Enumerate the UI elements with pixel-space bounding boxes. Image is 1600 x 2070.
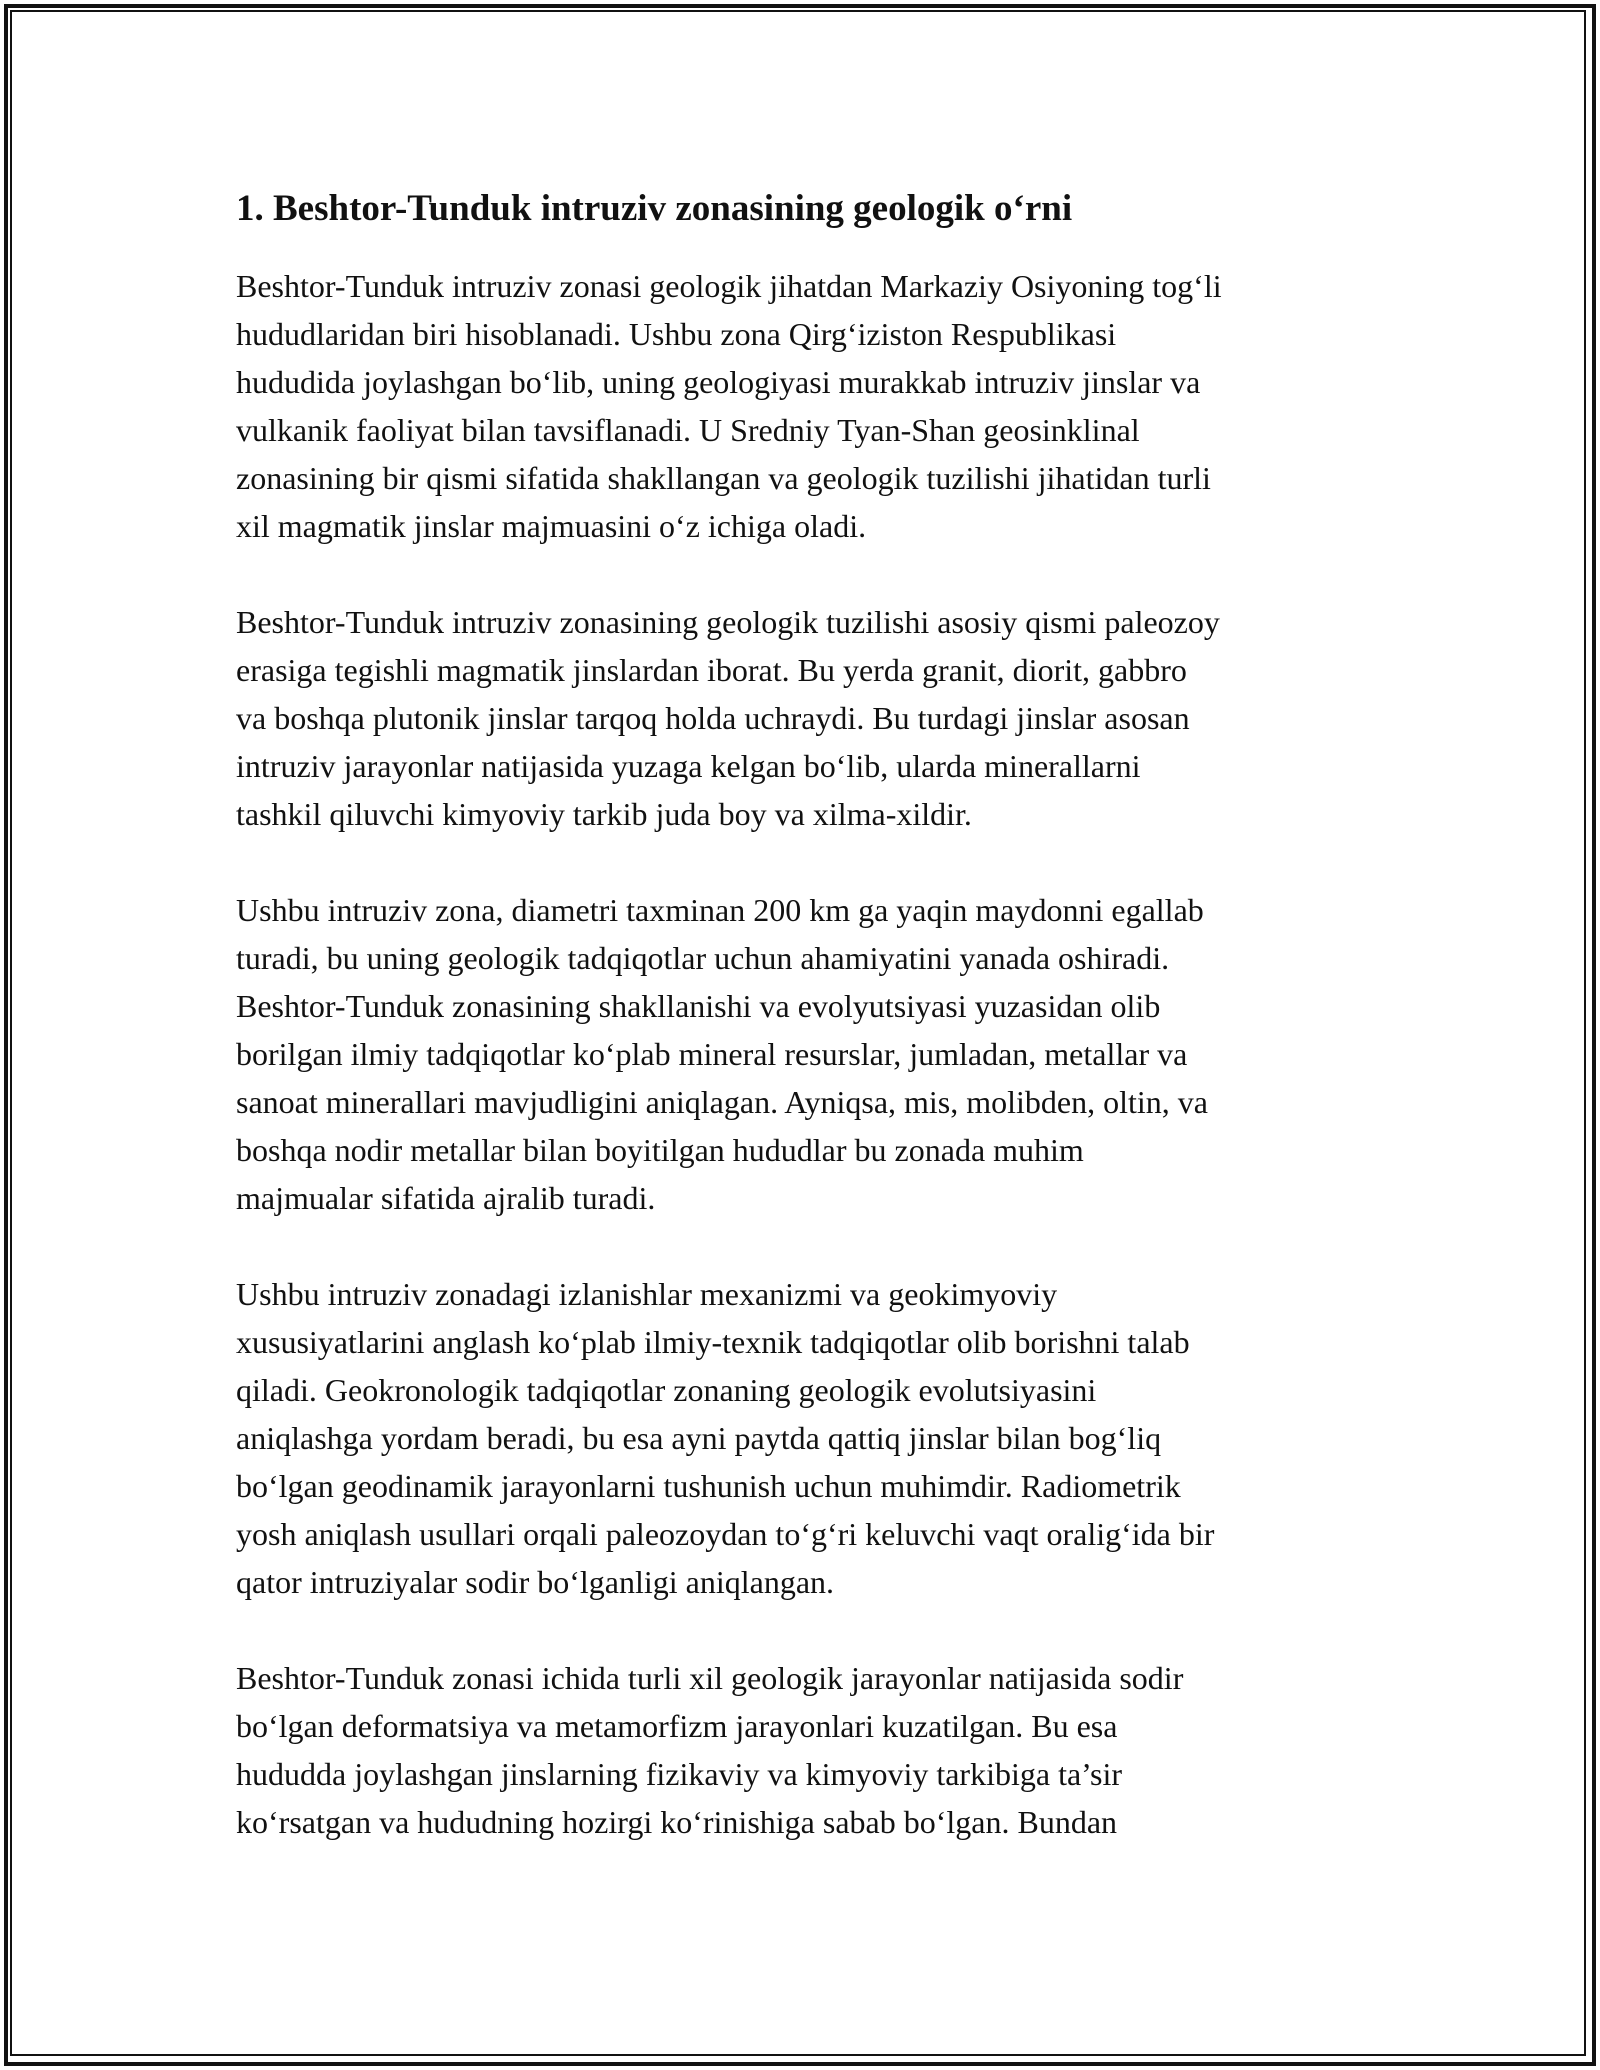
text-line: intruziv jarayonlar natijasida yuzaga kelgan bo‘lib, ularda minerallarni: [236, 748, 1141, 784]
section-heading: 1. Beshtor-Tunduk intruziv zonasining geologik o‘rni: [236, 188, 1073, 229]
text-line: tashkil qiluvchi kimyoviy tarkib juda boy va xilma-xildir.: [236, 796, 972, 832]
text-line: xususiyatlarini anglash ko‘plab ilmiy-texnik tadqiqotlar olib borishni talab: [236, 1324, 1190, 1360]
document-body: [236, 186, 1376, 1894]
paragraph-4: [236, 1270, 1376, 1606]
text-line: vulkanik faoliyat bilan tavsiflanadi. U Sredniy Tyan-Shan geosinklinal: [236, 412, 1140, 448]
paragraph-1: [236, 262, 1376, 550]
text-line: yosh aniqlash usullari orqali paleozoydan to‘g‘ri keluvchi vaqt oralig‘ida bir: [236, 1516, 1215, 1552]
text-line: erasiga tegishli magmatik jinslardan iborat. Bu yerda granit, diorit, gabbro: [236, 652, 1187, 688]
text-line: qiladi. Geokronologik tadqiqotlar zonaning geologik evolutsiyasini: [236, 1372, 1097, 1408]
text-line: sanoat minerallari mavjudligini aniqlagan. Ayniqsa, mis, molibden, oltin, va: [236, 1084, 1208, 1120]
text-line: Beshtor-Tunduk zonasi ichida turli xil geologik jarayonlar natijasida sodir: [236, 1660, 1184, 1696]
text-line: ko‘rsatgan va hududning hozirgi ko‘rinishiga sabab bo‘lgan. Bundan: [236, 1804, 1118, 1840]
text-line: Ushbu intruziv zonadagi izlanishlar mexanizmi va geokimyoviy: [236, 1276, 1058, 1312]
paragraph-2: [236, 598, 1376, 838]
text-line: Beshtor-Tunduk zonasining shakllanishi va evolyutsiyasi yuzasidan olib: [236, 988, 1161, 1024]
paragraph-5: [236, 1654, 1376, 1846]
text-line: hududlaridan biri hisoblanadi. Ushbu zona Qirg‘iziston Respublikasi: [236, 316, 1117, 352]
text-line: Beshtor-Tunduk intruziv zonasi geologik jihatdan Markaziy Osiyoning tog‘li: [236, 268, 1222, 304]
text-line: Ushbu intruziv zona, diametri taxminan 200 km ga yaqin maydonni egallab: [236, 892, 1204, 928]
text-line: hududda joylashgan jinslarning fizikaviy va kimyoviy tarkibiga ta’sir: [236, 1756, 1123, 1792]
text-line: qator intruziyalar sodir bo‘lganligi aniqlangan.: [236, 1564, 835, 1600]
text-line: va boshqa plutonik jinslar tarqoq holda uchraydi. Bu turdagi jinslar asosan: [236, 700, 1190, 736]
text-line: zonasining bir qismi sifatida shakllangan va geologik tuzilishi jihatidan turli: [236, 460, 1211, 496]
text-line: boshqa nodir metallar bilan boyitilgan hududlar bu zonada muhim: [236, 1132, 1084, 1168]
text-line: xil magmatik jinslar majmuasini o‘z ichiga oladi.: [236, 508, 867, 544]
text-line: turadi, bu uning geologik tadqiqotlar uchun ahamiyatini yanada oshiradi.: [236, 940, 1170, 976]
paragraph-3: [236, 886, 1376, 1222]
text-line: bo‘lgan geodinamik jarayonlarni tushunish uchun muhimdir. Radiometrik: [236, 1468, 1181, 1504]
text-line: majmualar sifatida ajralib turadi.: [236, 1180, 656, 1216]
text-line: bo‘lgan deformatsiya va metamorfizm jarayonlari kuzatilgan. Bu esa: [236, 1708, 1118, 1744]
text-line: Beshtor-Tunduk intruziv zonasining geologik tuzilishi asosiy qismi paleozoy: [236, 604, 1220, 640]
text-line: borilgan ilmiy tadqiqotlar ko‘plab mineral resurslar, jumladan, metallar va: [236, 1036, 1188, 1072]
text-line: hududida joylashgan bo‘lib, uning geologiyasi murakkab intruziv jinslar va: [236, 364, 1201, 400]
text-line: aniqlashga yordam beradi, bu esa ayni paytda qattiq jinslar bilan bog‘liq: [236, 1420, 1162, 1456]
